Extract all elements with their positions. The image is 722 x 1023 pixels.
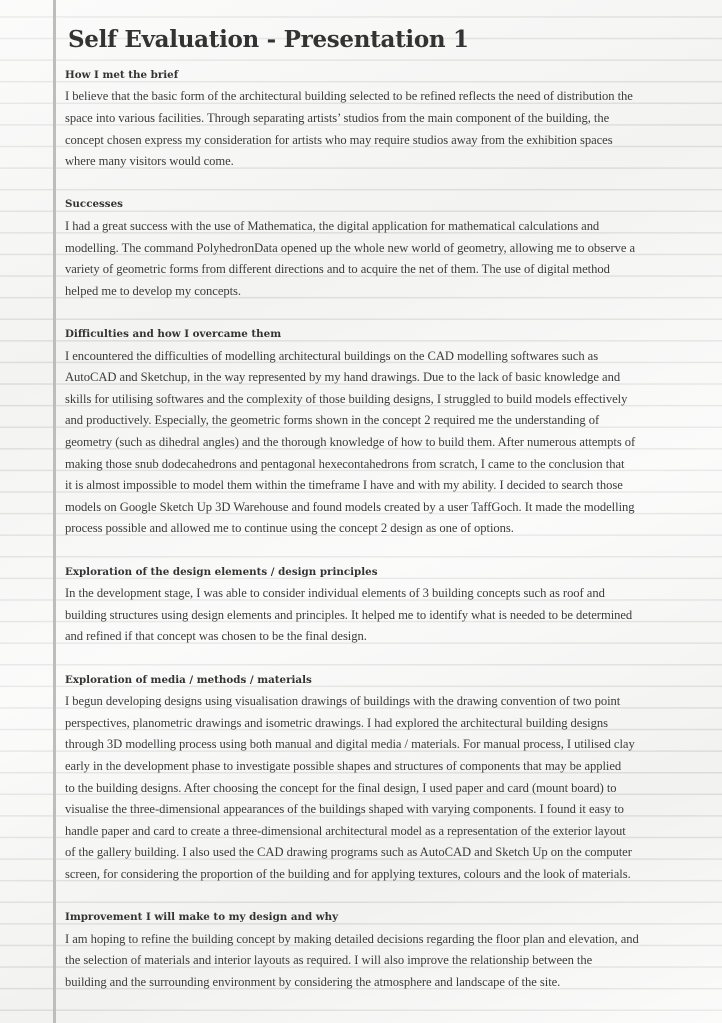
body-line: the selection of materials and interior layouts as required. I will also improve the relationship between the: [65, 953, 593, 968]
section-design-elements: [65, 562, 715, 648]
body-line: skills for utilising softwares and the complexity of those building designs, I struggled to build models effectively: [65, 391, 628, 406]
page-title: Self Evaluation - Presentation 1: [68, 26, 469, 53]
body-line: of the gallery building. I also used the CAD drawing programs such as AutoCAD and Sketch Up on the computer: [65, 845, 632, 860]
section-heading: How I met the brief: [65, 68, 179, 81]
section-heading: Exploration of the design elements / design principles: [65, 565, 378, 578]
section-heading: Improvement I will make to my design and why: [65, 911, 339, 924]
body-line: early in the development phase to investigate possible shapes and structures of components that may be applied: [65, 758, 622, 773]
body-line: models on Google Sketch Up 3D Warehouse and found models created by a user TaffGoch. It made the modelling: [65, 499, 635, 514]
body-line: I believe that the basic form of the architectural building selected to be refined reflects the need of distribution the: [65, 89, 633, 104]
body-line: I begun developing designs using visualisation drawings of buildings with the drawing convention of two point: [65, 694, 621, 709]
body-line: and productively. Especially, the geometric forms shown in the concept 2 required me the understanding of: [65, 413, 600, 428]
body-line: In the development stage, I was able to consider individual elements of 3 building concepts such as roof and: [65, 586, 605, 601]
body-line: variety of geometric forms from different directions and to acquire the net of them. The use of digital method: [65, 262, 610, 277]
section-difficulties: [65, 324, 715, 540]
section-heading: Difficulties and how I overcame them: [65, 328, 282, 340]
body-line: building and the surrounding environment by considering the atmosphere and landscape of the site.: [65, 974, 561, 989]
section-improvement: [65, 907, 715, 993]
body-line: building structures using design elements and principles. It helped me to identify what is needed to be determined: [65, 607, 633, 622]
body-line: space into various facilities. Through separating artists’ studios from the main component of the building, the: [65, 110, 610, 125]
body-line: through 3D modelling process using both manual and digital media / materials. For manual process, I utilised clay: [65, 737, 635, 752]
margin-line: [53, 0, 56, 1023]
body-line: geometry (such as dihedral angles) and the thorough knowledge of how to build them. After numerous attempts of: [65, 434, 636, 449]
body-line: I had a great success with the use of Mathematica, the digital application for mathematical calculations and: [65, 218, 600, 233]
body-line: concept chosen express my consideration for artists who may require studios away from the exhibition spaces: [65, 132, 613, 147]
body-line: it is almost impossible to model them within the timeframe I have and with my ability. I decided to search those: [65, 478, 623, 493]
body-line: modelling. The command PolyhedronData opened up the whole new world of geometry, allowing me to observe a: [65, 240, 636, 255]
section-heading: Successes: [65, 198, 123, 211]
body-line: handle paper and card to create a three-dimensional architectural model as a representation of the exterior layout: [65, 823, 626, 838]
body-line: to the building designs. After choosing the concept for the final design, I used paper and card (mount board) to: [65, 780, 617, 795]
section-successes: [65, 194, 715, 302]
body-line: perspectives, planometric drawings and isometric drawings. I had explored the architectural building designs: [65, 715, 608, 730]
body-line: helped me to develop my concepts.: [65, 283, 242, 298]
body-line: and refined if that concept was chosen to be the final design.: [65, 629, 367, 644]
body-line: process possible and allowed me to continue using the concept 2 design as one of options.: [65, 521, 514, 536]
body-line: I encountered the difficulties of modelling architectural buildings on the CAD modelling softwares such as: [65, 348, 599, 363]
body-line: I am hoping to refine the building concept by making detailed decisions regarding the floor plan and elevation, and: [65, 931, 639, 946]
section-how-i-met-the-brief: [65, 65, 715, 173]
section-heading: Exploration of media / methods / materials: [65, 673, 312, 686]
section-media-methods-materials: [65, 670, 715, 886]
body-line: visualise the three-dimensional appearances of the buildings shaped with varying components. I found it easy to: [65, 802, 624, 817]
body-line: screen, for considering the proportion of the building and for applying textures, colours and the look of materials.: [65, 866, 631, 881]
body-line: AutoCAD and Sketchup, in the way represented by my hand drawings. Due to the lack of basic knowledge and: [65, 370, 621, 385]
body-line: making those snub dodecahedrons and pentagonal hexecontahedrons from scratch, I came to the conclusion that: [65, 456, 625, 471]
body-line: where many visitors would come.: [65, 154, 234, 169]
